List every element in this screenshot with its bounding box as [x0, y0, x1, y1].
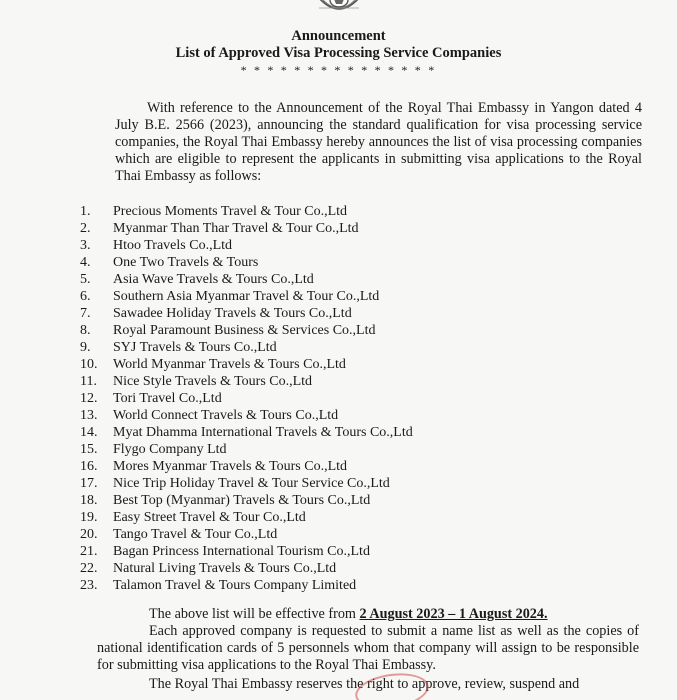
company-number: 10. [80, 357, 98, 372]
company-list-item [80, 322, 413, 339]
company-list-item [80, 356, 413, 373]
company-name: Flygo Company Ltd [113, 442, 227, 457]
company-number: 13. [80, 408, 98, 423]
company-number: 9. [80, 340, 91, 355]
company-name: Tango Travel & Tour Co.,Ltd [113, 527, 278, 542]
company-number: 16. [80, 459, 98, 474]
company-list-item [80, 203, 413, 220]
company-name: Talamon Travel & Tours Company Limited [113, 578, 357, 593]
intro-paragraph: With reference to the Announcement of the Royal Thai Embassy in Yangon dated 4 July B.E. 2566 (2023), announcing the standard qualification for visa processing service companies, the Royal Thai Embassy hereby announces the list of visa processing companies which are eligible to represent the applicants in submitting visa applications to the Royal Thai Embassy as follows: [115, 100, 642, 184]
company-name: World Myanmar Travels & Tours Co.,Ltd [113, 357, 346, 372]
company-number: 23. [80, 578, 98, 593]
company-list-item [80, 373, 413, 390]
company-name: World Connect Travels & Tours Co.,Ltd [113, 408, 339, 423]
company-list [80, 203, 413, 594]
company-list-item [80, 509, 413, 526]
company-name: SYJ Travels & Tours Co.,Ltd [113, 340, 277, 355]
company-name: Mores Myanmar Travels & Tours Co.,Ltd [113, 459, 348, 474]
company-number: 7. [80, 306, 91, 321]
company-number: 19. [80, 510, 98, 525]
validity-dates: 2 August 2023 – 1 August 2024. [359, 606, 548, 622]
company-list-item [80, 271, 413, 288]
company-number: 2. [80, 221, 91, 236]
company-list-item [80, 577, 413, 594]
announcement-subtitle: List of Approved Visa Processing Service Companies [175, 45, 502, 61]
company-list-item [80, 458, 413, 475]
requirement-paragraph: Each approved company is requested to submit a name list as well as the copies of national identification cards of 5 personnels whom that company will assign to be responsible for submitting visa applications to the Royal Thai Embassy. [97, 623, 639, 673]
company-number: 11. [80, 374, 97, 389]
company-list-item [80, 407, 413, 424]
company-name: Precious Moments Travel & Tour Co.,Ltd [113, 204, 348, 219]
company-name: Natural Living Travels & Tours Co.,Ltd [113, 561, 337, 576]
company-list-item [80, 339, 413, 356]
company-name: Best Top (Myanmar) Travels & Tours Co.,Ltd [113, 493, 371, 508]
company-number: 4. [80, 255, 91, 270]
company-list-item [80, 237, 413, 254]
company-number: 17. [80, 476, 98, 491]
company-name: Myat Dhamma International Travels & Tours Co.,Ltd [113, 425, 413, 440]
company-number: 14. [80, 425, 98, 440]
company-list-item [80, 254, 413, 271]
company-list-item [80, 543, 413, 560]
star-separator: * * * * * * * * * * * * * * * [240, 63, 437, 77]
company-number: 1. [80, 204, 91, 219]
company-number: 22. [80, 561, 98, 576]
company-name: Easy Street Travel & Tour Co.,Ltd [113, 510, 306, 525]
company-name: Asia Wave Travels & Tours Co.,Ltd [113, 272, 314, 287]
company-number: 6. [80, 289, 91, 304]
company-list-item [80, 560, 413, 577]
reservation-paragraph: The Royal Thai Embassy reserves the right to approve, review, suspend and [149, 676, 580, 692]
company-number: 21. [80, 544, 98, 559]
validity-paragraph [97, 606, 639, 623]
validity-prefix: The above list will be effective from [149, 606, 360, 622]
company-number: 8. [80, 323, 91, 338]
company-number: 3. [80, 238, 91, 253]
company-list-item [80, 390, 413, 407]
company-name: Royal Paramount Business & Services Co.,Ltd [113, 323, 376, 338]
announcement-title: Announcement [291, 28, 386, 44]
company-number: 20. [80, 527, 98, 542]
company-list-item [80, 441, 413, 458]
company-number: 15. [80, 442, 98, 457]
company-number: 18. [80, 493, 98, 508]
company-list-item [80, 424, 413, 441]
company-list-item [80, 220, 413, 237]
company-name: Tori Travel Co.,Ltd [113, 391, 222, 406]
company-name: Htoo Travels Co.,Ltd [113, 238, 233, 253]
embassy-emblem-icon [313, 0, 365, 20]
company-name: One Two Travels & Tours [113, 255, 259, 270]
company-list-item [80, 475, 413, 492]
company-name: Nice Style Travels & Tours Co.,Ltd [113, 374, 313, 389]
company-name: Myanmar Than Thar Travel & Tour Co.,Ltd [113, 221, 359, 236]
company-list-item [80, 288, 413, 305]
company-list-item [80, 526, 413, 543]
company-number: 5. [80, 272, 91, 287]
company-number: 12. [80, 391, 98, 406]
company-name: Bagan Princess International Tourism Co.,Ltd [113, 544, 370, 559]
company-name: Nice Trip Holiday Travel & Tour Service Co.,Ltd [113, 476, 390, 491]
company-list-item [80, 305, 413, 322]
company-name: Southern Asia Myanmar Travel & Tour Co.,Ltd [113, 289, 380, 304]
company-list-item [80, 492, 413, 509]
company-name: Sawadee Holiday Travels & Tours Co.,Ltd [113, 306, 352, 321]
